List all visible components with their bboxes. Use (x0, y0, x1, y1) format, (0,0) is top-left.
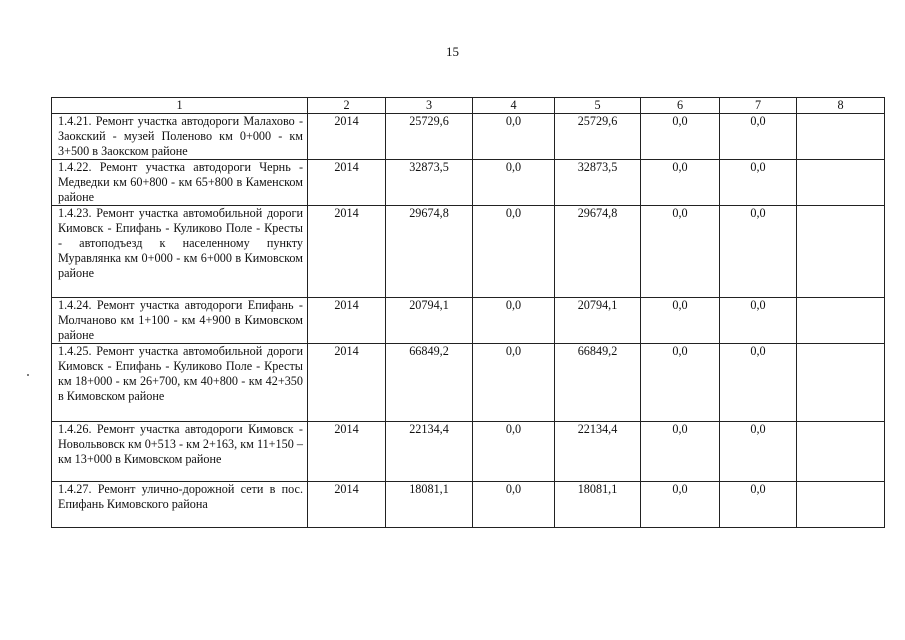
row-description: 1.4.27. Ремонт улично-дорожной сети в пос. Епифань Кимовского района (52, 482, 308, 528)
row-year: 2014 (308, 206, 386, 298)
row-description: 1.4.22. Ремонт участка автодороги Чернь - Медведки км 60+800 - км 65+800 в Каменском районе (52, 160, 308, 206)
table-row (52, 422, 885, 482)
row-col4: 0,0 (473, 422, 555, 482)
row-col7: 0,0 (720, 422, 797, 482)
scan-speck (27, 374, 29, 376)
row-col7: 0,0 (720, 160, 797, 206)
row-col5: 66849,2 (555, 344, 641, 422)
row-col4: 0,0 (473, 206, 555, 298)
row-col7: 0,0 (720, 482, 797, 528)
row-col7: 0,0 (720, 206, 797, 298)
column-header: 8 (797, 98, 885, 114)
row-description: 1.4.21. Ремонт участка автодороги Малахово - Заокский - музей Поленово км 0+000 - км 3+500 в Заокском районе (52, 114, 308, 160)
column-header: 1 (52, 98, 308, 114)
row-description: 1.4.25. Ремонт участка автомобильной дороги Кимовск - Епифань - Куликово Поле - Кресты км 18+000 - км 26+700, км 40+800 - км 42+350 в Кимовском районе (52, 344, 308, 422)
row-col5: 29674,8 (555, 206, 641, 298)
row-col8 (797, 160, 885, 206)
row-year: 2014 (308, 298, 386, 344)
row-col3: 25729,6 (386, 114, 473, 160)
row-col8 (797, 344, 885, 422)
row-description: 1.4.23. Ремонт участка автомобильной дороги Кимовск - Епифань - Куликово Поле - Кресты - автоподъезд к населенному пункту Муравлянка км 0+000 - км 6+000 в Кимовском районе (52, 206, 308, 298)
table-header-row (52, 98, 885, 114)
row-col5: 18081,1 (555, 482, 641, 528)
row-col6: 0,0 (641, 482, 720, 528)
row-col6: 0,0 (641, 160, 720, 206)
row-col7: 0,0 (720, 298, 797, 344)
table-row (52, 206, 885, 298)
row-year: 2014 (308, 160, 386, 206)
row-col4: 0,0 (473, 160, 555, 206)
table-row (52, 160, 885, 206)
data-table (51, 97, 885, 528)
row-col5: 25729,6 (555, 114, 641, 160)
row-col3: 20794,1 (386, 298, 473, 344)
row-col5: 32873,5 (555, 160, 641, 206)
row-col8 (797, 482, 885, 528)
row-col6: 0,0 (641, 422, 720, 482)
column-header: 4 (473, 98, 555, 114)
table-row (52, 344, 885, 422)
column-header: 2 (308, 98, 386, 114)
row-col5: 22134,4 (555, 422, 641, 482)
row-col8 (797, 114, 885, 160)
row-year: 2014 (308, 114, 386, 160)
table-row (52, 114, 885, 160)
row-col8 (797, 206, 885, 298)
row-col3: 32873,5 (386, 160, 473, 206)
row-col6: 0,0 (641, 298, 720, 344)
row-col4: 0,0 (473, 344, 555, 422)
row-col3: 22134,4 (386, 422, 473, 482)
row-year: 2014 (308, 422, 386, 482)
row-col4: 0,0 (473, 298, 555, 344)
row-col3: 29674,8 (386, 206, 473, 298)
row-col8 (797, 422, 885, 482)
row-col8 (797, 298, 885, 344)
row-col3: 18081,1 (386, 482, 473, 528)
data-table-container (51, 97, 885, 528)
row-col4: 0,0 (473, 114, 555, 160)
row-year: 2014 (308, 344, 386, 422)
row-col6: 0,0 (641, 206, 720, 298)
column-header: 7 (720, 98, 797, 114)
row-col3: 66849,2 (386, 344, 473, 422)
page-number: 15 (446, 44, 459, 59)
row-col7: 0,0 (720, 344, 797, 422)
column-header: 6 (641, 98, 720, 114)
table-row (52, 298, 885, 344)
row-col4: 0,0 (473, 482, 555, 528)
table-row (52, 482, 885, 528)
row-col5: 20794,1 (555, 298, 641, 344)
column-header: 5 (555, 98, 641, 114)
row-description: 1.4.26. Ремонт участка автодороги Кимовск - Новольвовск км 0+513 - км 2+163, км 11+150 – км 13+000 в Кимовском районе (52, 422, 308, 482)
column-header: 3 (386, 98, 473, 114)
row-col6: 0,0 (641, 114, 720, 160)
row-year: 2014 (308, 482, 386, 528)
row-col6: 0,0 (641, 344, 720, 422)
row-description: 1.4.24. Ремонт участка автодороги Епифань - Молчаново км 1+100 - км 4+900 в Кимовском районе (52, 298, 308, 344)
row-col7: 0,0 (720, 114, 797, 160)
